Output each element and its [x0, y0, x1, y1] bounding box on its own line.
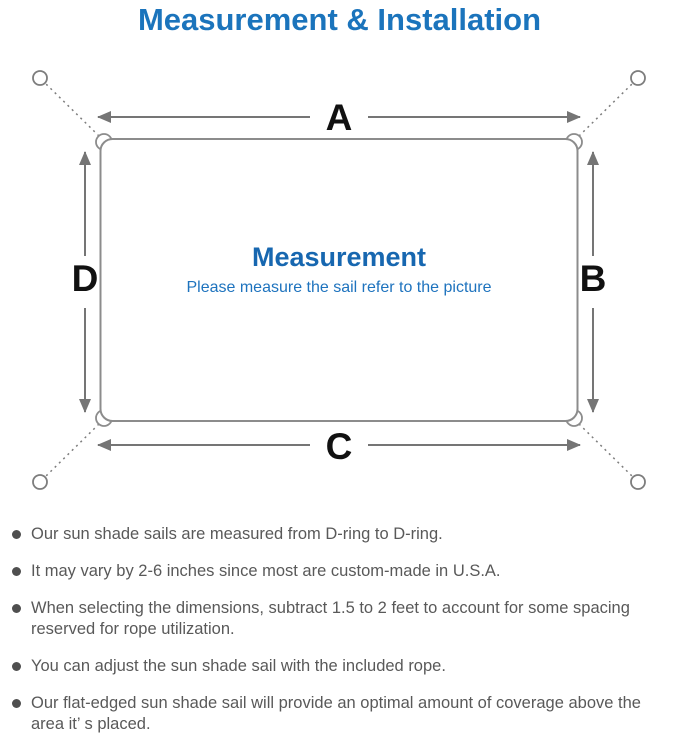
bullet-text: Our sun shade sails are measured from D-ring to D-ring. [31, 525, 443, 543]
bullet-dot-icon [12, 699, 21, 708]
rope-line-top-left [44, 82, 99, 136]
bullet-item [10, 598, 670, 640]
bullet-text: You can adjust the sun shade sail with the included rope. [31, 657, 446, 675]
dimension-label-a: A [325, 97, 353, 138]
anchor-point-top-right [631, 71, 645, 85]
bullet-item [10, 693, 670, 735]
sail-diagram-svg [0, 60, 679, 510]
anchor-point-top-left [33, 71, 47, 85]
page-title: Measurement & Installation [137, 2, 542, 37]
anchor-point-bottom-left [33, 475, 47, 489]
dimension-label-b: B [579, 258, 607, 299]
bullet-dot-icon [12, 530, 21, 539]
bullet-dot-icon [12, 567, 21, 576]
bullet-dot-icon [12, 662, 21, 671]
bullet-list [10, 524, 670, 739]
rope-line-bottom-right [579, 424, 634, 478]
bullet-item [10, 524, 670, 545]
bullet-text: When selecting the dimensions, subtract 1.5 to 2 feet to account for some spacing reserved for rope utilization. [31, 599, 630, 638]
bullet-item [10, 656, 670, 677]
bullet-item [10, 561, 670, 582]
dimension-label-d: D [71, 258, 99, 299]
measurement-subtitle: Please measure the sail refer to the picture [186, 279, 492, 296]
bullet-text: It may vary by 2-6 inches since most are custom-made in U.S.A. [31, 562, 501, 580]
anchor-point-bottom-right [631, 475, 645, 489]
measurement-heading: Measurement [251, 242, 427, 272]
rope-line-top-right [579, 82, 634, 136]
bullet-text: Our flat-edged sun shade sail will provide an optimal amount of coverage above the area it’ s placed. [31, 694, 641, 733]
rope-line-bottom-left [44, 424, 99, 478]
bullet-dot-icon [12, 604, 21, 613]
sail-measurement-diagram [0, 60, 679, 510]
dimension-label-c: C [325, 426, 353, 467]
